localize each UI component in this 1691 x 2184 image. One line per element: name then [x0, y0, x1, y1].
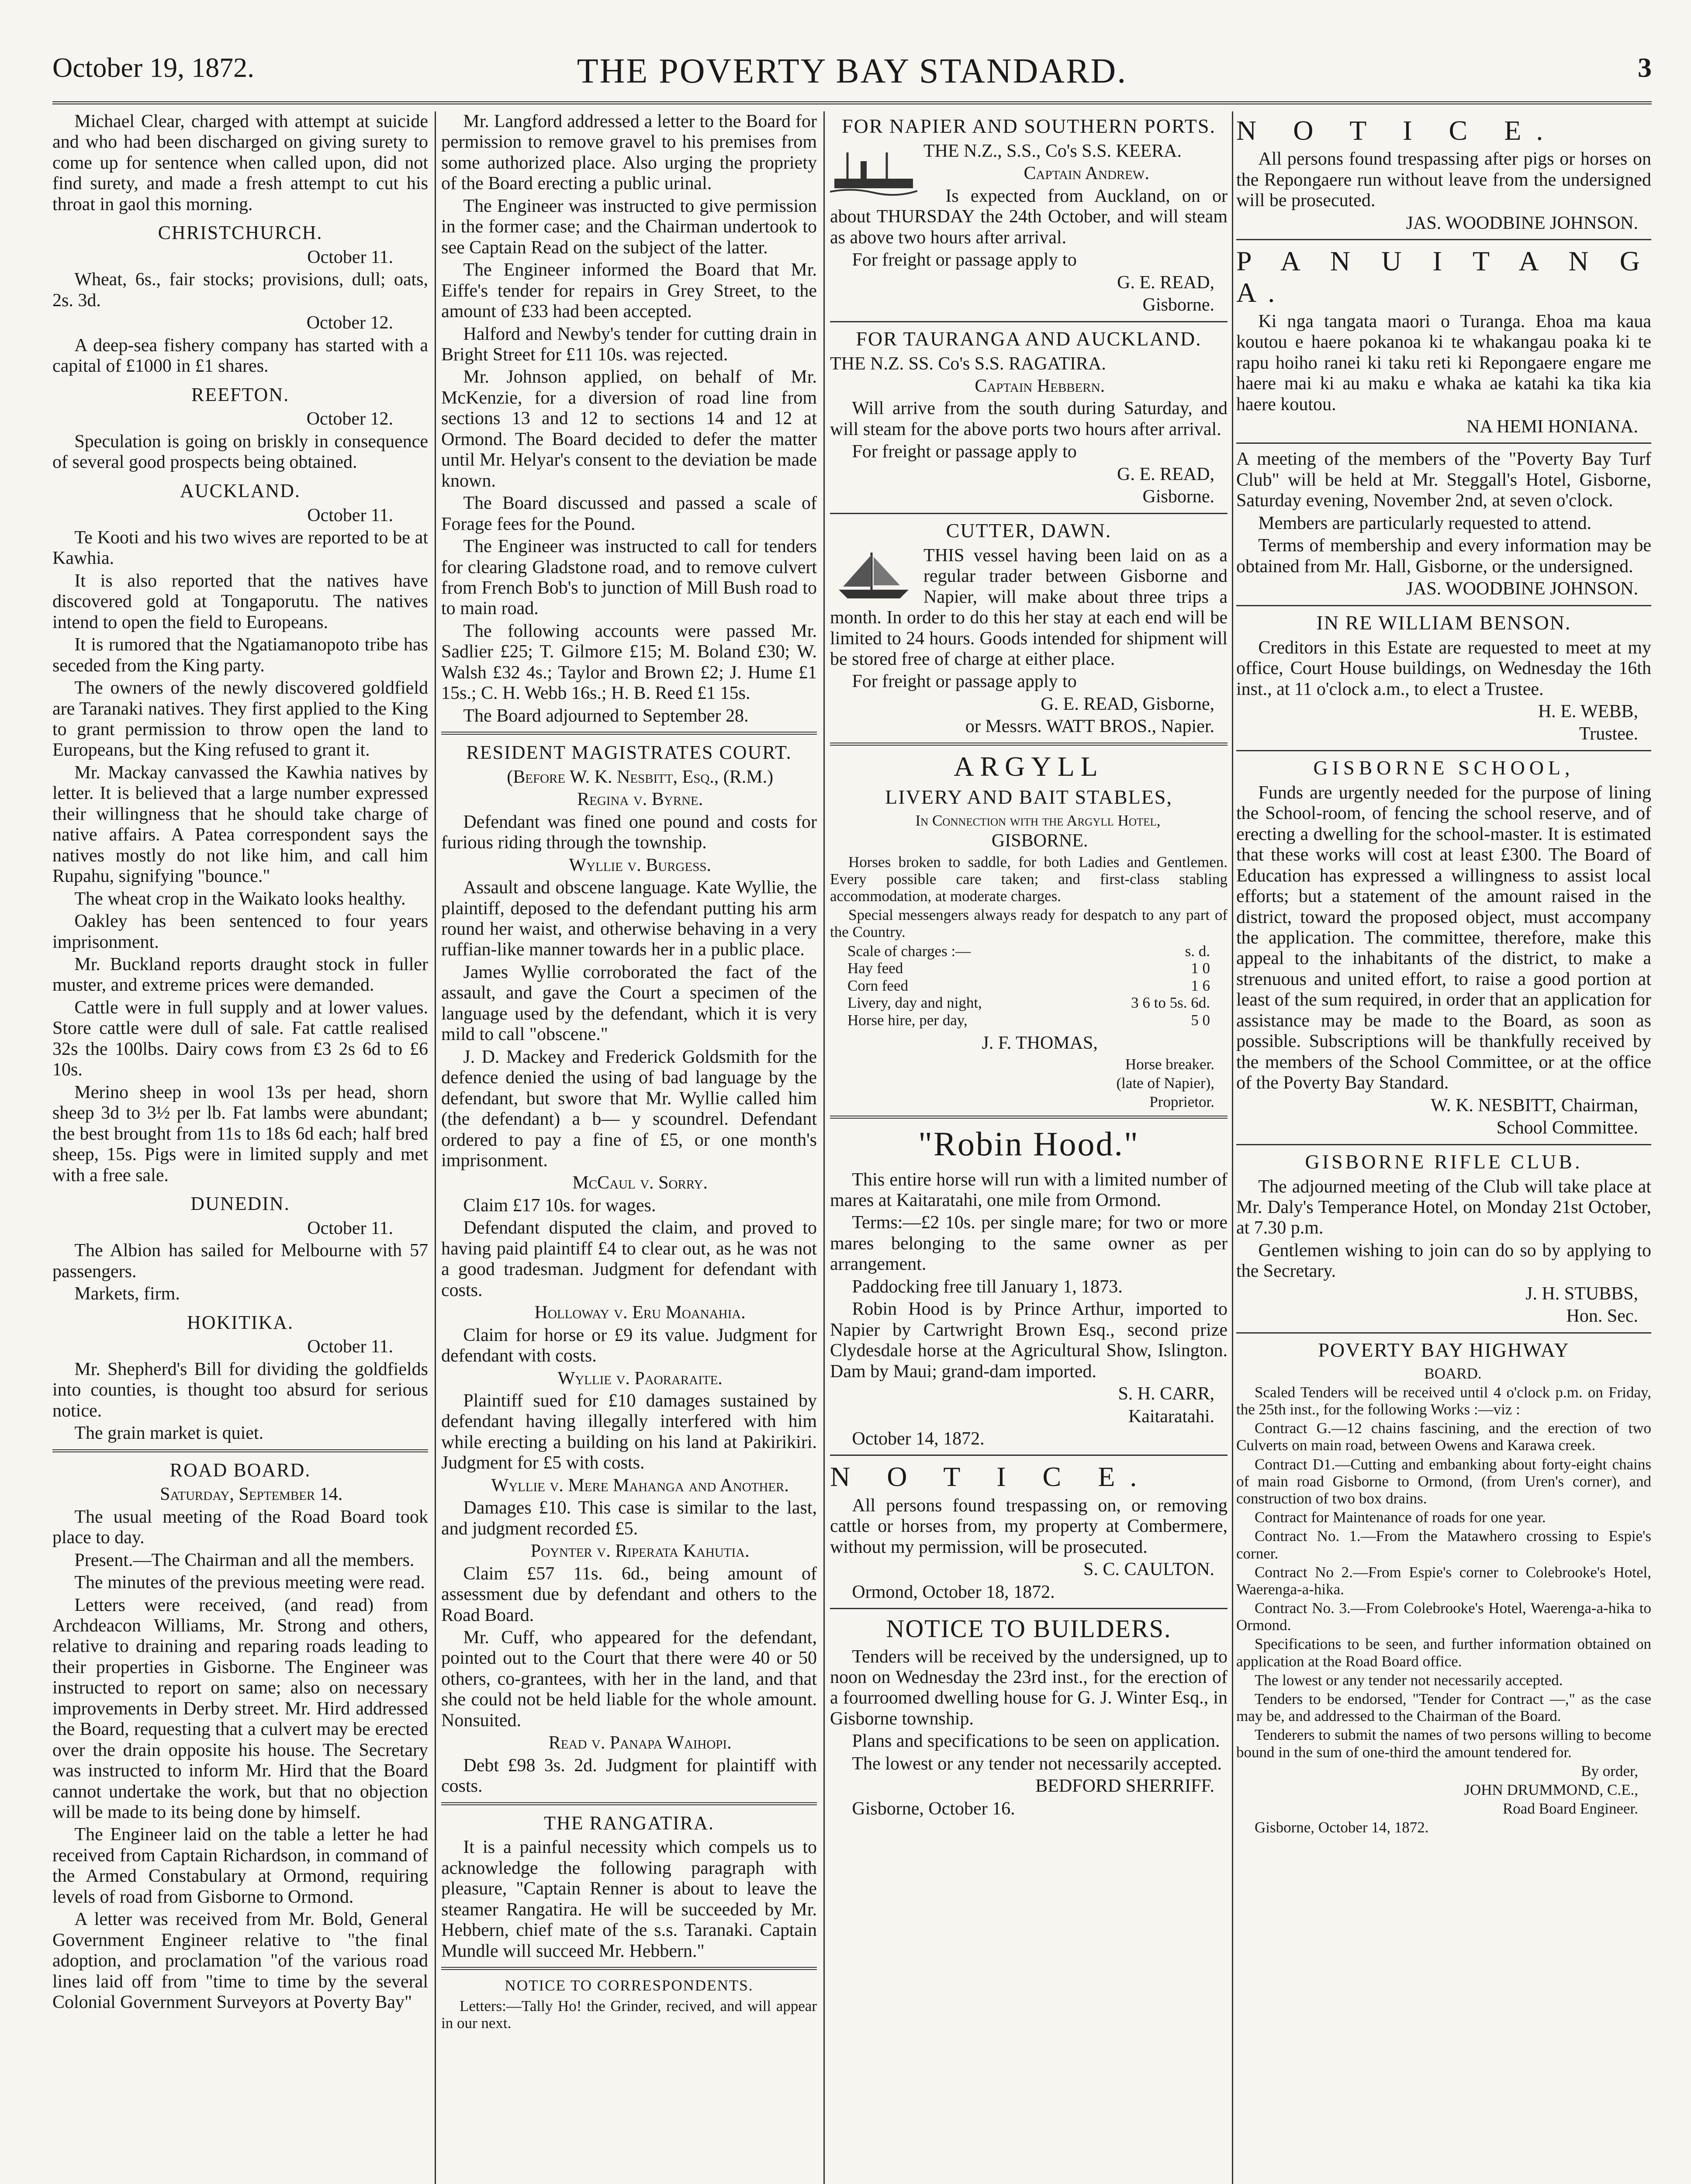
advert-signature: S. C. CAULTON.	[1083, 1559, 1214, 1580]
advert-text: Terms:—£2 10s. per single mare; for two or more mares belonging to the same owner as per arrangement.	[830, 1213, 1228, 1275]
advert-panuitanga	[1236, 245, 1651, 437]
advert-signature: H. E. WEBB,	[1538, 701, 1638, 722]
advert-text: Special messengers always ready for despatch to any part of the Country.	[830, 906, 1228, 941]
masthead	[52, 52, 1652, 100]
advert-signature: J. F. THOMAS,	[982, 1033, 1098, 1054]
contract-item: Contract D1.—Cutting and embanking about forty-eight chains of main road Gisborne to Ormond, (from Uren's corner), and construction of two box drains.	[1236, 1455, 1651, 1507]
section-heading: REEFTON.	[191, 384, 290, 405]
article-paragraph: The minutes of the previous meeting were read.	[74, 1572, 425, 1593]
advert-text: Robin Hood is by Prince Arthur, imported to Napier by Cartwright Brown Esq., second prize Clydesdale horse at the Agricultural Show, Islington. Dam by Maui; grand-dam imported.	[830, 1299, 1228, 1382]
advert-signature: By order,	[1581, 1762, 1638, 1780]
advert-signature: W. K. NESBITT, Chairman,	[1431, 1095, 1638, 1116]
article-paragraph: Damages £10. This case is similar to the last, and judgment recorded £5.	[441, 1498, 817, 1539]
sailing-cutter-icon	[830, 548, 917, 605]
dateline: October 11.	[307, 505, 393, 525]
article-paragraph: Michael Clear, charged with attempt at suicide and who had been discharged on giving surety to come up for sentence when called upon, did not find surety, and made a fresh attempt to cut his throat in gaol this morning.	[52, 111, 428, 214]
advert-gisborne-school	[1236, 757, 1651, 1139]
advert-heading: N O T I C E.	[830, 1461, 1152, 1493]
article-paragraph: The wheat crop in the Waikato looks healthy.	[74, 888, 406, 909]
advert-text: The adjourned meeting of the Club will take place at Mr. Daly's Temperance Hotel, on Monday 21st October, at 7.30 p.m.	[1236, 1176, 1651, 1238]
section-heading: HOKITIKA.	[187, 1311, 294, 1333]
advert-text: Plans and specifications to be seen on application.	[852, 1731, 1220, 1752]
advert-turf-club	[1236, 449, 1651, 599]
advert-rule	[830, 743, 1228, 746]
rate-row	[830, 960, 1228, 977]
advert-signature: JOHN DRUMMOND, C.E.,	[1464, 1781, 1638, 1798]
article-paragraph: Defendant was fined one pound and costs for furious riding through the township.	[441, 812, 817, 853]
section-heading: AUCKLAND.	[180, 480, 301, 501]
advert-argyll	[830, 751, 1228, 1111]
issue-date: October 19, 1872.	[52, 52, 255, 83]
case-name: Holloway v. Eru Moanahia.	[534, 1303, 746, 1323]
article-paragraph: The Board discussed and passed a scale of Forage fees for the Pound.	[441, 493, 817, 534]
steamship-icon	[830, 144, 917, 200]
page-number: 3	[1638, 52, 1652, 83]
section-rule	[441, 732, 817, 735]
advert-text: For freight or passage apply to	[852, 250, 1077, 270]
advert-heading: NOTICE TO BUILDERS.	[886, 1614, 1172, 1643]
advert-subheading: LIVERY AND BAIT STABLES,	[885, 786, 1172, 809]
advert-signature: JAS. WOODBINE JOHNSON.	[1406, 579, 1638, 599]
advert-text: Horses broken to saddle, for both Ladies and Gentlemen. Every possible care taken; and first-class stabling accommodation, at moderate charges.	[830, 853, 1228, 905]
advert-vessel: THE N.Z. SS. Co's S.S. RAGATIRA.	[830, 353, 1106, 374]
rate-header	[830, 943, 1228, 960]
article-paragraph: The Engineer informed the Board that Mr. Eiffe's tender for repairs in Grey Street, to the amount of £33 had been accepted.	[441, 260, 817, 322]
advert-builders	[830, 1614, 1228, 1819]
advert-text: For freight or passage apply to	[852, 442, 1077, 462]
advert-ragatira	[830, 328, 1228, 508]
article-paragraph: The Albion has sailed for Melbourne with 57 passengers.	[52, 1241, 428, 1282]
article-paragraph: The Engineer was instructed to call for tenders for clearing Gladstone road, and to remove culvert from French Bob's to junction of Mill Bush road to to main road.	[441, 536, 817, 619]
rate-item: Livery, day and night,	[847, 994, 982, 1012]
advert-text: THIS vessel having been laid on as a regular trader between Gisborne and Napier, will make about three trips a month. In order to do this her stay at each end will be limited to 24 hours. Goods intended for shipment will be stored free of charge at either place.	[830, 545, 1228, 669]
advert-signature: Proprietor.	[1149, 1093, 1214, 1111]
article-paragraph: It is rumored that the Ngatiamanopoto tribe has seceded from the King party.	[52, 635, 428, 676]
advert-vessel: THE N.Z., S.S., Co's S.S. KEERA.	[923, 141, 1182, 161]
section-heading: RESIDENT MAGISTRATES COURT.	[466, 742, 792, 764]
advert-heading: P A N U I T A N G A.	[1236, 245, 1651, 308]
masthead-rule	[52, 101, 1652, 104]
article-paragraph: Letters:—Tally Ho! the Grinder, recived, and will appear in our next.	[441, 1997, 817, 2032]
section-heading: CHRISTCHURCH.	[158, 222, 323, 244]
column-divider	[435, 111, 436, 2184]
advert-dawn	[830, 519, 1228, 737]
advert-rule	[1236, 605, 1651, 606]
section-heading: DUNEDIN.	[190, 1193, 290, 1214]
dateline: October 12.	[306, 409, 393, 429]
advert-notice-johnson	[1236, 115, 1651, 234]
article-paragraph: Wheat, 6s., fair stocks; provisions, dull; oats, 2s. 3d.	[52, 270, 428, 311]
advert-signature: Gisborne.	[1142, 295, 1214, 315]
article-paragraph: A letter was received from Mr. Bold, General Government Engineer relative to "the final adoption, and proclamation "of the various road lines laid off from "time to time by the several Colonial Government Surveyors at Poverty Bay"	[52, 1909, 428, 2013]
advert-rule	[830, 513, 1228, 514]
advert-signature: J. H. STUBBS,	[1525, 1283, 1638, 1304]
article-paragraph: Debt £98 3s. 2d. Judgment for plaintiff with costs.	[441, 1755, 817, 1797]
advert-heading: FOR TAURANGA AND AUCKLAND.	[856, 327, 1202, 350]
advert-subheading: In Connection with the Argyll Hotel,	[915, 812, 1161, 829]
article-paragraph: J. D. Mackey and Frederick Goldsmith for the defence denied the using of bad language by the defendant, but swore that Mr. Wyllie called him (the defendant) a b— y scoundrel. Defendant ordered to pay a fine of £5, or one month's imprisonment.	[441, 1047, 817, 1171]
dateline: Saturday, September 14.	[160, 1484, 343, 1505]
rate-header-label: Scale of charges :—	[847, 942, 971, 960]
advert-signature: Kaitaratahi.	[1128, 1406, 1214, 1427]
advert-text: Tenders will be received by the undersigned, up to noon on Wednesday the 23rd inst., for the erection of a fourroomed dwelling house for G. J. Winter Esq., in Gisborne township.	[830, 1646, 1228, 1729]
advert-text: Is expected from Auckland, on or about THURSDAY the 24th October, and will steam as above two hours after arrival.	[830, 186, 1228, 248]
article-paragraph: Halford and Newby's tender for cutting drain in Bright Street for £11 10s. was rejected.	[441, 324, 817, 365]
article-paragraph: Markets, firm.	[74, 1284, 180, 1304]
article-paragraph: Plaintiff sued for £10 damages sustained by defendant having illegally interfered with him while erecting a building on his land at Pakirikiri. Judgment for £5 with costs.	[441, 1391, 817, 1473]
advert-subheading: GISBORNE.	[991, 831, 1088, 851]
case-name: Read v. Panapa Waihopi.	[548, 1733, 732, 1753]
advert-text: Scaled Tenders will be received until 4 o'clock p.m. on Friday, the 25th inst., for the following Works :—viz :	[1236, 1383, 1651, 1418]
advert-text: Will arrive from the south during Saturday, and will steam for the above ports two hours after arrival.	[830, 398, 1228, 439]
advert-captain: Captain Hebbern.	[975, 376, 1105, 397]
case-name: Wyllie v. Burgess.	[569, 855, 711, 875]
advert-heading: "Robin Hood."	[918, 1125, 1139, 1163]
advert-benson	[1236, 612, 1651, 745]
rate-price: 5 0	[1191, 1011, 1210, 1029]
advert-heading: FOR NAPIER AND SOUTHERN PORTS.	[842, 115, 1216, 137]
advert-text: The lowest or any tender not necessarily accepted.	[852, 1753, 1222, 1774]
contract-item: Contract No. 3.—From Colebrooke's Hotel, Waerenga-a-hika to Ormond.	[1236, 1600, 1651, 1634]
advert-keera	[830, 115, 1228, 316]
dateline: October 11.	[307, 1218, 393, 1238]
advert-subheading: BOARD.	[1424, 1365, 1482, 1382]
advert-text: Members are particularly requested to attend.	[1258, 513, 1592, 533]
advert-signature: or Messrs. WATT BROS., Napier.	[965, 716, 1214, 737]
article-paragraph: Mr. Langford addressed a letter to the Board for permission to remove gravel to his premises from some authorized place. Also urging the propriety of the Board erecting a public urinal.	[441, 111, 817, 194]
advert-signature: G. E. READ, Gisborne,	[1041, 694, 1214, 714]
article-paragraph: Merino sheep in wool 13s per head, shorn sheep 3d to 3½ per lb. Fat lambs were abundant; the best brought from 11s to 18s 6d each; half bred sheep, 15s. Pigs were in limited supply and met with a free sale.	[52, 1082, 428, 1185]
advert-text: Paddocking free till January 1, 1873.	[852, 1276, 1123, 1297]
article-paragraph: Speculation is going on briskly in consequence of several good prospects being obtained.	[52, 431, 428, 473]
section-rule	[52, 1449, 428, 1452]
advert-date: Gisborne, October 14, 1872.	[1255, 1819, 1429, 1836]
article-paragraph: Present.—The Chairman and all the members.	[74, 1550, 415, 1570]
article-paragraph: Assault and obscene language. Kate Wyllie, the plaintiff, deposed to the defendant putting his arm round her waist, and otherwise behaving in a very ruffian-like manner towards her in a public place.	[441, 878, 817, 960]
newspaper-title: THE POVERTY BAY STANDARD.	[577, 52, 1127, 90]
advert-signature: Gisborne.	[1142, 487, 1214, 507]
article-paragraph: The Board adjourned to September 28.	[463, 705, 749, 726]
dateline: October 12.	[306, 313, 393, 333]
rate-row	[830, 1012, 1228, 1029]
advert-signature: BEDFORD SHERRIFF.	[1035, 1776, 1214, 1797]
dateline: October 11.	[307, 247, 393, 267]
advert-heading: IN RE WILLIAM BENSON.	[1316, 611, 1571, 634]
column-divider	[823, 111, 825, 2184]
advert-text: Terms of membership and every information may be obtained from Mr. Hall, Gisborne, or the undersigned.	[1236, 536, 1651, 577]
article-paragraph: It is a painful necessity which compels us to acknowledge the following paragraph with pleasure, "Captain Renner is about to leave the steamer Rangatira. He will be succeeded by Mr. Hebbern, chief mate of the s.s. Taranaki. Captain Mundle will succeed Mr. Hebbern."	[441, 1837, 817, 1961]
advert-signature: Road Board Engineer.	[1502, 1800, 1638, 1818]
advert-signature: Trustee.	[1579, 724, 1638, 744]
advert-heading: GISBORNE SCHOOL,	[1313, 756, 1574, 779]
article-paragraph: Claim £17 10s. for wages.	[463, 1195, 656, 1216]
rate-item: Hay feed	[847, 960, 903, 977]
article-paragraph: Claim £57 11s. 6d., being amount of assessment due by defendant and others to the Road Board.	[441, 1563, 817, 1625]
contract-item: Contract G.—12 chains fascining, and the erection of two Culverts on main road, between Owens and Karawa creek.	[1236, 1420, 1651, 1454]
advert-signature: NA HEMI HONIANA.	[1466, 417, 1638, 437]
advert-signature: School Committee.	[1496, 1118, 1638, 1138]
advert-signature: G. E. READ,	[1117, 464, 1214, 484]
rate-row	[830, 994, 1228, 1012]
advert-heading: N O T I C E.	[1236, 115, 1558, 146]
column-3	[830, 111, 1228, 2184]
rate-item: Horse hire, per day,	[847, 1011, 968, 1029]
advert-rule	[1236, 750, 1651, 751]
rate-row	[830, 977, 1228, 995]
advert-signature: Horse breaker.	[1125, 1055, 1214, 1073]
advert-signature: S. H. CARR,	[1118, 1384, 1214, 1404]
advert-rule	[830, 1455, 1228, 1456]
article-paragraph: The Engineer was instructed to give permission in the former case; and the Chairman undertook to see Captain Read on the subject of the latter.	[441, 196, 817, 258]
article-paragraph: Mr. Shepherd's Bill for dividing the goldfields into counties, is thought too absurd for serious notice.	[52, 1359, 428, 1421]
contract-item: Contract No 2.—From Espie's corner to Colebrooke's Hotel, Waerenga-a-hika.	[1236, 1563, 1651, 1598]
rate-item: Corn feed	[847, 977, 908, 994]
article-paragraph: Mr. Mackay canvassed the Kawhia natives by letter. It is believed that a large number expressed their willingness that he should take charge of native affairs. A Patea correspondent says the natives mostly do not like him, and call him Rupahu, signifying "bounce."	[52, 762, 428, 887]
advert-highway-board	[1236, 1339, 1651, 1836]
advert-text: Creditors in this Estate are requested to meet at my office, Court House buildings, on Wednesday the 16th inst., at 11 o'clock a.m., to elect a Trustee.	[1236, 637, 1651, 699]
advert-text: For freight or passage apply to	[852, 671, 1077, 692]
advert-text: This entire horse will run with a limited number of mares at Kaitaratahi, one mile from Ormond.	[830, 1169, 1228, 1210]
advert-date: Gisborne, October 16.	[852, 1798, 1015, 1819]
advert-rule	[1236, 1332, 1651, 1334]
court-before: (Before W. K. Nesbitt, Esq., (R.M.)	[507, 767, 774, 787]
advert-text: Gentlemen wishing to join can do so by applying to the Secretary.	[1236, 1240, 1651, 1282]
advert-signature: Hon. Sec.	[1566, 1306, 1638, 1327]
advert-date: Ormond, October 18, 1872.	[852, 1582, 1055, 1602]
advert-text: All persons found trespassing on, or removing cattle or horses from, my property at Combermere, without my permission, will be prosecuted.	[830, 1495, 1228, 1557]
advert-rifle-club	[1236, 1151, 1651, 1327]
advert-text: Specifications to be seen, and further information obtained on application at the Road Board office.	[1236, 1635, 1651, 1670]
contract-item: Contract No. 1.—From the Matawhero crossing to Espie's corner.	[1236, 1527, 1651, 1562]
advert-rule	[1236, 442, 1651, 444]
dateline: October 11.	[307, 1337, 393, 1357]
case-name: Poynter v. Riperata Kahutia.	[530, 1541, 750, 1562]
section-heading: NOTICE TO CORRESPONDENTS.	[505, 1977, 754, 1994]
advert-heading: CUTTER, DAWN.	[946, 519, 1112, 542]
case-name: Regina v. Byrne.	[577, 789, 703, 810]
rate-price: 1 0	[1191, 960, 1210, 977]
rate-header-units: s. d.	[1185, 942, 1210, 960]
advert-rule	[830, 1116, 1228, 1119]
rate-price: 3 6 to 5s. 6d.	[1131, 994, 1210, 1012]
advert-text: All persons found trespassing after pigs or horses on the Repongaere run without leave from the undersigned will be prosecuted.	[1236, 149, 1651, 211]
column-2	[441, 111, 817, 2184]
column-divider	[1232, 111, 1233, 2184]
case-name: Wyllie v. Mere Mahanga and Another.	[491, 1475, 789, 1496]
section-rule	[441, 1802, 817, 1805]
advert-rule	[830, 1608, 1228, 1609]
advert-signature: JAS. WOODBINE JOHNSON.	[1406, 213, 1638, 233]
advert-date: October 14, 1872.	[852, 1428, 985, 1449]
advert-notice-caulton	[830, 1461, 1228, 1603]
advert-rule	[830, 321, 1228, 322]
case-name: McCaul v. Sorry.	[572, 1173, 708, 1193]
article-paragraph: The following accounts were passed Mr. Sadlier £25; T. Gilmore £15; M. Boland £30; W. Walsh £32 4s.; Taylor and Brown £2; J. Hume £1 15s.; C. H. Webb 16s.; H. B. Reed £1 15s.	[441, 621, 817, 704]
article-paragraph: The grain market is quiet.	[74, 1423, 264, 1444]
article-paragraph: It is also reported that the natives have discovered gold at Tongaporutu. The natives intend to open the field to Europeans.	[52, 570, 428, 632]
article-paragraph: A deep-sea fishery company has started with a capital of £1000 in £1 shares.	[52, 335, 428, 377]
advert-rule	[1236, 239, 1651, 240]
article-paragraph: The owners of the newly discovered goldfield are Taranaki natives. They first applied to the King to grant permission to throw open the land to Europeans, but the King refused to grant it.	[52, 678, 428, 760]
advert-text: Funds are urgently needed for the purpose of lining the School-room, of fencing the school reserve, and of erecting a dwelling for the school-master. It is estimated that these works will cost at least £300. The Board of Education has expressed a willingness to assist local efforts; but a statement of the amount raised in the district, toward the proposed object, must accompany the application. The committee, therefore, make this appeal to the inhabitants of the district, to make a strenuous and united effort, to raise a good portion at least of the sum required, in order that an application for assistance may be made to the Board, as soon as possible. Subscriptions will be thankfully received by the members of the School Committee, or at the office of the Poverty Bay Standard.	[1236, 782, 1651, 1093]
advert-text: The lowest or any tender not necessarily accepted.	[1255, 1671, 1563, 1689]
advert-rule	[1236, 1144, 1651, 1145]
article-paragraph: Te Kooti and his two wives are reported to be at Kawhia.	[52, 527, 428, 569]
advert-robin-hood	[830, 1125, 1228, 1449]
section-rule	[441, 1967, 817, 1970]
article-paragraph: Letters were received, (and read) from Archdeacon Williams, Mr. Strong and others, relative to draining and reparing roads leading to their properties in Gisborne. The Engineer was instructed to report on same; also on necessary improvements in Derby street. Mr. Hird addressed the Board, requesting that a culvert may be erected over the drain opposite his house. The Secretary was instructed to inform Mr. Hird that the Board cannot undertake the work, but that no objection will be made to its being done by himself.	[52, 1595, 428, 1823]
article-paragraph: The Engineer laid on the table a letter he had received from Captain Richardson, in command of the Armed Constabulary at Ormond, requiring levels of road from Gisborne to Ormond.	[52, 1825, 428, 1907]
section-heading: THE RANGATIRA.	[544, 1812, 714, 1834]
section-heading: ROAD BOARD.	[169, 1459, 311, 1481]
article-paragraph: Mr. Johnson applied, on behalf of Mr. McKenzie, for a diversion of road line from sections 13 and 12 to sections 14 and 12 at Ormond. The Board decided to defer the matter until Mr. Helyar's consent to the deviation be made known.	[441, 367, 817, 491]
article-paragraph: Claim for horse or £9 its value. Judgment for defendant with costs.	[441, 1325, 817, 1366]
advert-heading: ARGYLL	[954, 750, 1104, 782]
column-4	[1236, 111, 1651, 2184]
advert-text: Tenderers to submit the names of two persons willing to become bound in the sum of one-third the amount tendered for.	[1236, 1726, 1651, 1761]
rate-price: 1 6	[1191, 977, 1210, 994]
advert-heading: GISBORNE RIFLE CLUB.	[1305, 1150, 1583, 1173]
case-name: Wyllie v. Paoraraite.	[557, 1368, 723, 1389]
article-paragraph: The usual meeting of the Road Board took place to day.	[52, 1507, 428, 1548]
advert-text: A meeting of the members of the "Poverty Bay Turf Club" will be held at Mr. Steggall's Hotel, Gisborne, Saturday evening, November 2nd, at seven o'clock.	[1236, 449, 1651, 511]
article-paragraph: James Wyllie corroborated the fact of the assault, and gave the Court a specimen of the language used by the defendant, which it is very mild to call "obscene."	[441, 962, 817, 1045]
advert-text: Ki nga tangata maori o Turanga. Ehoa ma kaua koutou e haere pokanoa ki te whakangau poaka ki te rapu hoiho ranei ki taku reti ki Repongaere engare me haere mai ki au maku e whaka ae katahi ka tika kia haere koutou.	[1236, 311, 1651, 415]
article-paragraph: Cattle were in full supply and at lower values. Store cattle were dull of sale. Fat cattle realised 32s the 100lbs. Dairy cows from £3 2s 6d to £6 10s.	[52, 997, 428, 1080]
advert-captain: Captain Andrew.	[1024, 163, 1149, 184]
advert-text: Tenders to be endorsed, "Tender for Contract —," as the case may be, and addressed to the Chairman of the Board.	[1236, 1690, 1651, 1725]
article-paragraph: Defendant disputed the claim, and proved to having paid plaintiff £4 to clear out, as he was not a good tradesman. Judgment for defendant with costs.	[441, 1218, 817, 1300]
advert-signature: G. E. READ,	[1117, 272, 1214, 293]
advert-signature: (late of Napier),	[1116, 1075, 1214, 1092]
advert-heading: POVERTY BAY HIGHWAY	[1318, 1338, 1570, 1361]
article-paragraph: Mr. Buckland reports draught stock in fuller muster, and extreme prices were demanded.	[52, 954, 428, 995]
article-paragraph: Oakley has been sentenced to four years imprisonment.	[52, 911, 428, 952]
article-paragraph: Mr. Cuff, who appeared for the defendant, pointed out to the Court that there were 40 or 50 others, co-grantees, with her in the land, and that she could not be held liable for the whole amount. Nonsuited.	[441, 1627, 817, 1731]
contract-item: Contract for Maintenance of roads for one year.	[1255, 1509, 1546, 1526]
column-1	[52, 111, 428, 2184]
